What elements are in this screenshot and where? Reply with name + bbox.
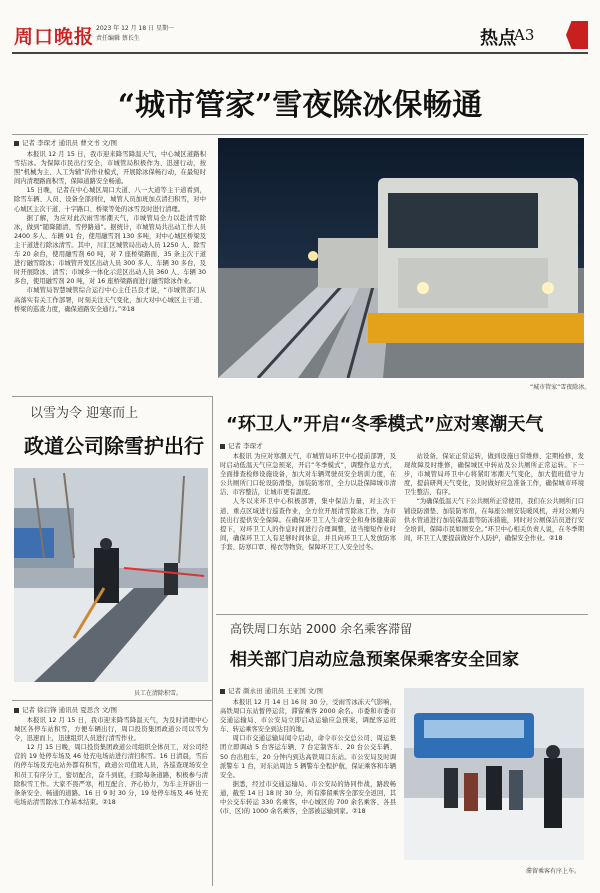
masthead-logo: 周口晚报 xyxy=(14,26,95,48)
photo2-caption: 员工在清除积雪。 xyxy=(134,690,183,697)
article2-paragraph-2: 12 月 15 日晚，周口投资集团政道公司组织全体员工，对公司经营的 19 处停车场及 46 处充电场站进行清扫积雪。16 日清晨，雪后的停车场及充电站外都有积雪，政道公司值班人员，各巡查现场安全和员工有序分工，密切配合，奋斗到底，扫除每条道路，积极参与清除积雪工作。大家不畏严寒，相互配合、齐心协力，为车主开辟出一条条安全、畅通的道路。16 日 9 时 30 分，19 处停车场及 46 处充电场站清雪除冰工作基本结束。②18 xyxy=(14,744,208,806)
snow-shoveling-photo xyxy=(14,468,208,682)
article4-paragraph-1: 本报讯 12 月 14 日 16 时 30 分，受雨雪冰冻天气影响，高铁周口东站暂停运营，滞留乘客 2000 余名。市委和市委市交通运输局、市公安局立即启动运输应急预案，调配客运班车、转运乘客安全到达目的地。 xyxy=(220,699,396,734)
article4-byline: 记者 颜永田 通讯员 王亚国 文/图 xyxy=(220,686,323,695)
article1-paragraph-1: 本报讯 12 月 15 日，我市迎来降雪降温天气，中心城区道路积雪结冰。为保障市民出行安全，市城管局积极作为、迅速行动，按照“机械为主、人工为辅”的作业模式，开展除冰保畅行动，在最短时间内清理路面积雪，保障道路安全畅通。 xyxy=(14,151,206,186)
issue-date: 2023 年 12 月 18 日 星期一 xyxy=(96,25,174,32)
snow-removal-truck-photo xyxy=(218,138,584,378)
article3-body-right xyxy=(404,452,584,608)
article3-paragraph-3: 站设备，保证正常运转，做到设施日常维修、定期检修，发现故障及时维修，确保城区中转站及公共厕所正常运转。下一步，市城管局环卫中心将紧盯寒潮天气变化，加大值班值守力度，提前研判天气变化，及时做好应急准备工作，确保城市环境卫生整洁、有序。 xyxy=(404,453,584,497)
station-passengers-photo xyxy=(404,688,584,860)
column-divider xyxy=(212,396,213,886)
article3-paragraph-2: 人冬以来环卫中心积极部署，集中保洁力量，对主次干道、重点区域进行巡查作业，全方位开展清雪除冰工作，为市民出行提供安全保障。在确保环卫工人生命安全和身体健康前提下，对环卫工人的作息时间进行合理调整，适当缩短作业时间，确保环卫工人有足够时间休息，并且向环卫工人发放防寒手套、防寒口罩、棉衣等物资，保障环卫工人安全过冬。 xyxy=(220,498,396,551)
article1-paragraph-4: 市城管局智慧城管综合运行中心主任吕良才说，“市城管部门从高落实有关工作部署，时刻关注天气变化，加大对中心城区主干道、桥梁的巡查力度，确保道路安全通行。”②18 xyxy=(14,287,206,313)
article1-body xyxy=(14,150,206,382)
photo3-caption: 滞留乘客有序上车。 xyxy=(526,868,581,875)
photo1-caption: “城市管家”雪夜除冰。 xyxy=(530,384,591,391)
article2-byline: 记者 徐启锋 通讯员 夏思含 文/图 xyxy=(14,705,117,714)
article1-paragraph-3: 据了解，为应对此次雨雪寒潮天气，市城管局全力以赴清雪除冰，做到“随降随清、雪停路通”。据统计，市城管局共出动工作人员 2400 多人、车辆 91 台，使用融雪剂 130 多吨，对中心城区桥梁及主干道进行除冰清雪。其中，川汇区城管局出动人员 1250 人、除雪车 20 余台，使用融雪剂 60 吨，对 7 座桥梁路面、35 条主次干道进行融雪除冰；市城管开发区出动人员 300 多人、车辆 30 多台，及时开展除冰、清雪；市城乡一体化示范区出动人员 360 人、车辆 30 多台，使用融雪剂 20 吨，对 16 座桥梁路面进行融雪除冰作业。 xyxy=(14,214,206,286)
article4-paragraph-3: 据悉，经过市交通运输局、市公安局的协同作战，路段畅通，截至 14 日 18 时 30 分，所有滞留乘客全部安全返回，其中公交车转运 330 名乘客，中心城区的 700 余名乘客、各县(市、区)的 1000 余名乘客，全部被运输到家。②18 xyxy=(220,780,396,816)
article4-paragraph-2: 周口市交通运输局闻令启动，命令市公交总公司、周运集团立即调动 5 台客运车辆、7 台定制客车、20 台公交车辆、50 台出租车，20 分钟内到达高铁周口东站。市公安局及时调派警车 1 台，对东站周边 5 辆警车全程护航，保证乘客和车辆安全。 xyxy=(220,735,396,779)
article4-kicker: 高铁周口东站 2000 余名乘客滞留 xyxy=(230,622,413,636)
responsible-editor: 责任编辑 蔡长生 xyxy=(96,35,140,42)
section-name: 热点 xyxy=(480,28,516,49)
article1-byline: 记者 李琛才 通讯员 曹文书 文/图 xyxy=(14,138,117,147)
article2-kicker: 以雪为令 迎寒而上 xyxy=(30,406,139,421)
article2-title: 政道公司除雪护出行 xyxy=(24,434,204,458)
chevron-left-icon xyxy=(566,21,588,49)
article2-body xyxy=(14,716,208,884)
divider xyxy=(216,614,588,615)
article4-body xyxy=(220,698,396,884)
divider xyxy=(12,700,212,701)
divider xyxy=(12,396,212,397)
article3-body-left xyxy=(220,452,396,608)
article3-paragraph-4: “为确保低温天气下公共厕所正常使用，我们在公共厕所门口铺设防滑垫、加装防寒帘，在每座公厕安装暖风机，并对公厕内供水管道进行加装保温套等防冻措施，同时对公厕保洁员进行安全培训，保障市民如厕安全。”环卫中心相关负责人说，在冬季期间，环卫工人要提前做好个人防护，确保安全作业。②18 xyxy=(404,498,584,542)
article3-paragraph-1: 本报讯 为应对寒潮天气，市城管局环卫中心提前部署，及时启动低温天气应急预案，开启“冬季模式”，调整作息方式，全面排查检修设施设备，加大对车辆驾驶员安全培训力度，在公共厕所门口轮设防滑垫，加装防寒帘，全力以赴保障城市清洁、市容整洁，让城市更有温度。 xyxy=(220,453,396,497)
page-number: A3 xyxy=(514,26,535,44)
article2-paragraph-1: 本报讯 12 月 15 日，我市迎来降雪降温天气，为及时清理中心城区各停车站积雪，方便车辆出行，周口投资集团政道公司以雪为令，迅速而上，迅速组织人员进行清雪作业。 xyxy=(14,717,208,743)
article1-paragraph-2: 15 日晚，记者在中心城区周口大道、八一大道等主干道看到，除雪车辆、人员、设备全部到位，城管人员加班加点清扫积雪，对中心城区主次干道、十字路口、桥梁等处的冰雪及时进行清理。 xyxy=(14,187,206,213)
article4-title: 相关部门启动应急预案保乘客安全回家 xyxy=(230,650,519,670)
header-rule xyxy=(12,52,588,54)
article3-byline: 记者 李琛才 xyxy=(220,441,263,450)
article1-title: “城市管家”雪夜除冰保畅通 xyxy=(117,88,483,123)
article3-title: “环卫人”开启“冬季模式”应对寒潮天气 xyxy=(226,414,544,435)
divider xyxy=(12,134,588,135)
